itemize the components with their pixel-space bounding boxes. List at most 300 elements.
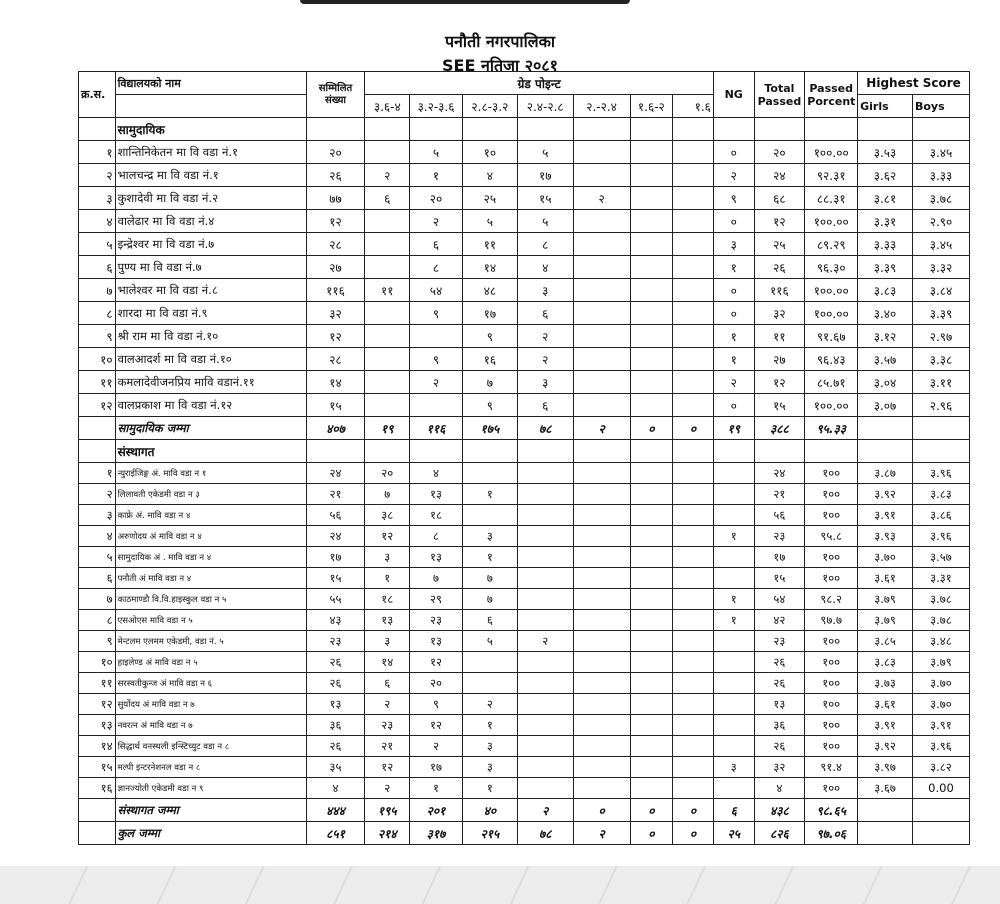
grade-count-g4: ३ bbox=[517, 371, 573, 394]
girls-highest: ३.९७ bbox=[858, 757, 913, 778]
girls-highest: ३.५३ bbox=[858, 141, 913, 164]
girls-highest: ३.१२ bbox=[858, 325, 913, 348]
appeared-count: २४ bbox=[306, 463, 365, 484]
school-header-blank bbox=[115, 95, 306, 118]
grade-count-g3: ६ bbox=[462, 610, 517, 631]
total-passed-header: Total Passed bbox=[754, 72, 805, 118]
grade-count-g3: ४८ bbox=[462, 279, 517, 302]
school-name: मेन्टलम एलमम एकेडमी, वडा नं. ५ bbox=[115, 631, 306, 652]
ng-count: ३ bbox=[713, 233, 754, 256]
grade-count-g2: ७ bbox=[410, 568, 463, 589]
empty-cell bbox=[673, 694, 714, 715]
empty-cell bbox=[306, 440, 365, 463]
girls-highest: ३.७९ bbox=[858, 589, 913, 610]
total-grade-g5: २ bbox=[573, 822, 630, 845]
ng-count bbox=[713, 568, 754, 589]
grade-count-g1: २ bbox=[365, 694, 410, 715]
empty-cell bbox=[858, 417, 913, 440]
table-row bbox=[79, 778, 970, 799]
grade-count-g4: ५ bbox=[517, 141, 573, 164]
boys-highest: २.९६ bbox=[912, 394, 969, 417]
empty-cell bbox=[673, 118, 714, 141]
grade-count-g3 bbox=[462, 505, 517, 526]
boys-highest: ३.९६ bbox=[912, 463, 969, 484]
empty-cell bbox=[573, 694, 630, 715]
appeared-count: २१ bbox=[306, 484, 365, 505]
grade-count-g3: १४ bbox=[462, 256, 517, 279]
grade-count-g4: ४ bbox=[517, 256, 573, 279]
grade-count-g1 bbox=[365, 256, 410, 279]
empty-cell bbox=[573, 673, 630, 694]
total-passed: ३६ bbox=[754, 715, 805, 736]
grade-count-g3: ३ bbox=[462, 736, 517, 757]
grade-count-g4 bbox=[517, 673, 573, 694]
grade-count-g4 bbox=[517, 463, 573, 484]
grade-count-g7 bbox=[673, 164, 714, 187]
total-passed: ८२६ bbox=[754, 822, 805, 845]
appeared-count: ३५ bbox=[306, 757, 365, 778]
girls-highest: ३.८३ bbox=[858, 279, 913, 302]
school-name: श्री राम मा वि वडा नं.१० bbox=[115, 325, 306, 348]
empty-cell bbox=[573, 118, 630, 141]
serial-number: ९ bbox=[79, 631, 116, 652]
table-row bbox=[79, 505, 970, 526]
ng-count bbox=[713, 463, 754, 484]
serial-number: ९ bbox=[79, 325, 116, 348]
empty-cell bbox=[517, 440, 573, 463]
table-row bbox=[79, 757, 970, 778]
grade-count-g2: १ bbox=[410, 778, 463, 799]
grade-count-g7 bbox=[673, 302, 714, 325]
total-ng: १९ bbox=[713, 417, 754, 440]
ng-count: ० bbox=[713, 141, 754, 164]
ng-count: १ bbox=[713, 325, 754, 348]
empty-cell bbox=[630, 589, 673, 610]
total-passed: २७ bbox=[754, 348, 805, 371]
grade-count-g6 bbox=[630, 210, 673, 233]
appeared-count: १२ bbox=[306, 325, 365, 348]
total-grade-g4: ७८ bbox=[517, 417, 573, 440]
total-grade-g1: १९५ bbox=[365, 799, 410, 822]
grade-count-g2: १३ bbox=[410, 631, 463, 652]
ng-count: ० bbox=[713, 210, 754, 233]
empty-cell bbox=[462, 118, 517, 141]
passed-percent: १०० bbox=[805, 484, 858, 505]
empty-cell bbox=[754, 440, 805, 463]
empty-cell bbox=[630, 505, 673, 526]
total-passed: ४ bbox=[754, 778, 805, 799]
appeared-count: २८ bbox=[306, 233, 365, 256]
appeared-count: २० bbox=[306, 141, 365, 164]
table-row bbox=[79, 694, 970, 715]
table-row bbox=[79, 141, 970, 164]
grade-count-g6 bbox=[630, 187, 673, 210]
empty-cell bbox=[858, 822, 913, 845]
girls-highest: ३.९१ bbox=[858, 715, 913, 736]
boys-highest: ३.९६ bbox=[912, 736, 969, 757]
passed-percent: ९७.७ bbox=[805, 610, 858, 631]
school-name: वालेढार मा वि वडा नं.४ bbox=[115, 210, 306, 233]
school-name: एसओएस मावि वडा न ५ bbox=[115, 610, 306, 631]
table-row bbox=[79, 736, 970, 757]
grade-count-g1: १३ bbox=[365, 610, 410, 631]
total-ng: ६ bbox=[713, 799, 754, 822]
range-header-5: २.-२.४ bbox=[573, 95, 630, 118]
grade-count-g1: ३ bbox=[365, 547, 410, 568]
ng-count: १ bbox=[713, 256, 754, 279]
empty-cell bbox=[630, 757, 673, 778]
grade-count-g5 bbox=[573, 325, 630, 348]
empty-cell bbox=[630, 778, 673, 799]
table-row bbox=[79, 673, 970, 694]
total-grade-g4: ७८ bbox=[517, 822, 573, 845]
total-passed: १२ bbox=[754, 210, 805, 233]
appeared-count: ११६ bbox=[306, 279, 365, 302]
ng-count: ० bbox=[713, 394, 754, 417]
boys-highest: ३.३२ bbox=[912, 256, 969, 279]
highest-score-header: Highest Score bbox=[858, 72, 970, 95]
girls-highest: ३.६१ bbox=[858, 568, 913, 589]
total-grade-g1: २१४ bbox=[365, 822, 410, 845]
empty-cell bbox=[673, 736, 714, 757]
grade-count-g4 bbox=[517, 757, 573, 778]
grade-count-g1: २ bbox=[365, 164, 410, 187]
grade-count-g3: ७ bbox=[462, 589, 517, 610]
table-row bbox=[79, 526, 970, 547]
school-name: सिद्धार्थ वनस्थली इन्स्टिच्युट वडा न ८ bbox=[115, 736, 306, 757]
range-header-2: ३.२-३.६ bbox=[410, 95, 463, 118]
school-name: ज्ञानज्योती एकेडमी वडा न ९ bbox=[115, 778, 306, 799]
total-passed: ३८८ bbox=[754, 417, 805, 440]
grade-count-g1 bbox=[365, 325, 410, 348]
school-name: मल्पी इन्टरनेशनल वडा न ८ bbox=[115, 757, 306, 778]
ng-count: ९ bbox=[713, 187, 754, 210]
empty-cell bbox=[673, 568, 714, 589]
grade-count-g5 bbox=[573, 371, 630, 394]
passed-percent: ८८.३१ bbox=[805, 187, 858, 210]
passed-percent: ९६.३० bbox=[805, 256, 858, 279]
grade-count-g1 bbox=[365, 348, 410, 371]
total-passed: ४३८ bbox=[754, 799, 805, 822]
total-passed: ३२ bbox=[754, 757, 805, 778]
grade-count-g1: १४ bbox=[365, 652, 410, 673]
ng-header: NG bbox=[713, 72, 754, 118]
grade-count-g3: ३ bbox=[462, 526, 517, 547]
school-name: सामुदायिक अं . मावि वडा न ४ bbox=[115, 547, 306, 568]
grade-count-g3: १७ bbox=[462, 302, 517, 325]
empty-cell bbox=[573, 631, 630, 652]
school-name: अरुणोदय अं मावि वडा न ४ bbox=[115, 526, 306, 547]
grade-count-g2: १२ bbox=[410, 715, 463, 736]
empty-cell bbox=[673, 757, 714, 778]
grade-count-g3 bbox=[462, 652, 517, 673]
empty-cell bbox=[630, 568, 673, 589]
grade-count-g6 bbox=[630, 256, 673, 279]
empty-cell bbox=[630, 484, 673, 505]
boys-highest: 0.00 bbox=[912, 778, 969, 799]
grade-count-g2: १३ bbox=[410, 484, 463, 505]
grade-count-g3: १ bbox=[462, 778, 517, 799]
empty-cell bbox=[673, 547, 714, 568]
girls-highest: ३.८५ bbox=[858, 631, 913, 652]
grade-count-g5 bbox=[573, 302, 630, 325]
school-name: काठमाण्डौ वि.वि.हाइस्कुल वडा न ५ bbox=[115, 589, 306, 610]
empty-cell bbox=[630, 547, 673, 568]
grade-count-g1: २० bbox=[365, 463, 410, 484]
school-name: पनौती अं मावि वडा न ४ bbox=[115, 568, 306, 589]
school-name: सुर्योदय अं मावि वडा न ७ bbox=[115, 694, 306, 715]
appeared-count: ३२ bbox=[306, 302, 365, 325]
boys-highest: २.९७ bbox=[912, 325, 969, 348]
table-row bbox=[79, 187, 970, 210]
appeared-count: २६ bbox=[306, 736, 365, 757]
ng-count bbox=[713, 547, 754, 568]
grade-count-g2: २० bbox=[410, 673, 463, 694]
empty-cell bbox=[630, 610, 673, 631]
range-header-4: २.४-२.८ bbox=[517, 95, 573, 118]
table-row bbox=[79, 715, 970, 736]
grade-count-g4: १७ bbox=[517, 164, 573, 187]
empty-cell bbox=[573, 652, 630, 673]
empty-cell bbox=[365, 118, 410, 141]
empty-cell bbox=[912, 417, 969, 440]
girls-highest: ३.६२ bbox=[858, 164, 913, 187]
grade-count-g4 bbox=[517, 652, 573, 673]
total-passed: २६ bbox=[754, 652, 805, 673]
empty-cell bbox=[410, 440, 463, 463]
community-total-row bbox=[79, 417, 970, 440]
grade-count-g6 bbox=[630, 302, 673, 325]
empty-cell bbox=[630, 736, 673, 757]
grade-count-g2 bbox=[410, 325, 463, 348]
girls-highest: ३.७३ bbox=[858, 673, 913, 694]
total-grade-g3: ४० bbox=[462, 799, 517, 822]
grade-count-g3: २ bbox=[462, 694, 517, 715]
ng-count: ३ bbox=[713, 757, 754, 778]
table-row bbox=[79, 568, 970, 589]
range-header-6: १.६-२ bbox=[630, 95, 673, 118]
grade-count-g1 bbox=[365, 394, 410, 417]
total-grade-g6: ० bbox=[630, 822, 673, 845]
boys-highest: ३.९६ bbox=[912, 526, 969, 547]
grade-count-g1: १ bbox=[365, 568, 410, 589]
boys-highest: ३.३१ bbox=[912, 568, 969, 589]
total-passed: ४२ bbox=[754, 610, 805, 631]
empty-cell bbox=[573, 463, 630, 484]
grade-count-g1 bbox=[365, 210, 410, 233]
ng-count: १ bbox=[713, 610, 754, 631]
serial-number: ५ bbox=[79, 547, 116, 568]
total-passed: ५६ bbox=[754, 505, 805, 526]
appeared-count: २८ bbox=[306, 348, 365, 371]
grade-count-g3: १० bbox=[462, 141, 517, 164]
total-label: सामुदायिक जम्मा bbox=[115, 417, 306, 440]
table-row bbox=[79, 233, 970, 256]
ng-count: २ bbox=[713, 164, 754, 187]
appeared-count: २३ bbox=[306, 631, 365, 652]
school-name: सरस्वतीकुन्ज अं मावि वडा न ६ bbox=[115, 673, 306, 694]
total-percent: ९७.०६ bbox=[805, 822, 858, 845]
grade-point-header: ग्रेड पोइन्ट bbox=[365, 72, 713, 95]
table-row bbox=[79, 302, 970, 325]
empty-cell bbox=[573, 715, 630, 736]
empty-cell bbox=[573, 757, 630, 778]
see-result-table bbox=[78, 71, 970, 845]
grade-count-g6 bbox=[630, 164, 673, 187]
total-grade-g7: ० bbox=[673, 417, 714, 440]
range-header-1: ३.६-४ bbox=[365, 95, 410, 118]
grade-count-g1 bbox=[365, 233, 410, 256]
empty-cell bbox=[673, 673, 714, 694]
total-grade-g7: ० bbox=[673, 799, 714, 822]
empty-cell bbox=[573, 589, 630, 610]
boys-header: Boys bbox=[912, 95, 969, 118]
grade-count-g1: २ bbox=[365, 778, 410, 799]
grade-count-g3 bbox=[462, 463, 517, 484]
passed-percent: ९८.२ bbox=[805, 589, 858, 610]
serial-number: २ bbox=[79, 164, 116, 187]
boys-highest: ३.४५ bbox=[912, 233, 969, 256]
empty-cell bbox=[79, 799, 116, 822]
empty-cell bbox=[573, 568, 630, 589]
grade-count-g4 bbox=[517, 589, 573, 610]
grade-count-g1 bbox=[365, 302, 410, 325]
grade-count-g4 bbox=[517, 694, 573, 715]
total-ng: २५ bbox=[713, 822, 754, 845]
grade-count-g7 bbox=[673, 141, 714, 164]
girls-highest: ३.८७ bbox=[858, 463, 913, 484]
section-label: सामुदायिक bbox=[115, 118, 306, 141]
appeared-count: २४ bbox=[306, 526, 365, 547]
passed-percent-header: Passed Porcent bbox=[805, 72, 858, 118]
grade-count-g1 bbox=[365, 371, 410, 394]
serial-number: १२ bbox=[79, 394, 116, 417]
appeared-count: ५६ bbox=[306, 505, 365, 526]
total-passed: ६८ bbox=[754, 187, 805, 210]
passed-percent: ९१.४ bbox=[805, 757, 858, 778]
grade-count-g2: ८ bbox=[410, 526, 463, 547]
school-name: पुण्य मा वि वडा नं.७ bbox=[115, 256, 306, 279]
serial-number: ३ bbox=[79, 505, 116, 526]
passed-percent: १००.०० bbox=[805, 141, 858, 164]
girls-highest: ३.६१ bbox=[858, 694, 913, 715]
grade-count-g1: १२ bbox=[365, 757, 410, 778]
boys-highest: ३.७८ bbox=[912, 187, 969, 210]
total-grade-g2: ३१७ bbox=[410, 822, 463, 845]
grade-count-g2: १८ bbox=[410, 505, 463, 526]
grade-count-g5 bbox=[573, 348, 630, 371]
total-passed: ११६ bbox=[754, 279, 805, 302]
grade-count-g1: २३ bbox=[365, 715, 410, 736]
empty-cell bbox=[573, 547, 630, 568]
empty-cell bbox=[573, 484, 630, 505]
header-row-1 bbox=[79, 72, 970, 95]
boys-highest: ३.११ bbox=[912, 371, 969, 394]
empty-cell bbox=[630, 118, 673, 141]
total-passed: १२ bbox=[754, 371, 805, 394]
serial-number: ११ bbox=[79, 371, 116, 394]
passed-percent: ८५.७१ bbox=[805, 371, 858, 394]
grade-count-g7 bbox=[673, 325, 714, 348]
grade-count-g3 bbox=[462, 673, 517, 694]
boys-highest: ३.७८ bbox=[912, 610, 969, 631]
boys-highest: ३.८४ bbox=[912, 279, 969, 302]
passed-percent: १०० bbox=[805, 505, 858, 526]
grade-count-g1: ७ bbox=[365, 484, 410, 505]
school-name: शान्तिनिकेतन मा वि वडा नं.१ bbox=[115, 141, 306, 164]
empty-cell bbox=[673, 652, 714, 673]
grade-count-g6 bbox=[630, 371, 673, 394]
girls-highest: ३.९३ bbox=[858, 526, 913, 547]
grade-count-g7 bbox=[673, 233, 714, 256]
appeared-count: ४ bbox=[306, 778, 365, 799]
table-row bbox=[79, 325, 970, 348]
grade-count-g1: ३८ bbox=[365, 505, 410, 526]
table-row bbox=[79, 371, 970, 394]
grade-count-g2: १ bbox=[410, 164, 463, 187]
grade-count-g2: ४ bbox=[410, 463, 463, 484]
grade-count-g3: २५ bbox=[462, 187, 517, 210]
ng-count: १ bbox=[713, 526, 754, 547]
section-institutional bbox=[79, 440, 970, 463]
table-row bbox=[79, 394, 970, 417]
grade-count-g1: १८ bbox=[365, 589, 410, 610]
grade-count-g4: २ bbox=[517, 348, 573, 371]
empty-cell bbox=[858, 118, 913, 141]
empty-cell bbox=[573, 526, 630, 547]
ng-count bbox=[713, 778, 754, 799]
empty-cell bbox=[673, 440, 714, 463]
school-name: इन्द्रेश्वर मा वि वडा नं.७ bbox=[115, 233, 306, 256]
grade-count-g5 bbox=[573, 210, 630, 233]
total-passed: २६ bbox=[754, 673, 805, 694]
grade-count-g3: ४ bbox=[462, 164, 517, 187]
serial-number: १४ bbox=[79, 736, 116, 757]
grade-count-g7 bbox=[673, 210, 714, 233]
girls-highest: ३.०७ bbox=[858, 394, 913, 417]
ng-count bbox=[713, 715, 754, 736]
total-label: कुल जम्मा bbox=[115, 822, 306, 845]
school-name: न्युराईजिङ्ग अं. मावि वडा न १ bbox=[115, 463, 306, 484]
grade-count-g2: ९ bbox=[410, 348, 463, 371]
girls-highest: ३.९१ bbox=[858, 505, 913, 526]
table-row bbox=[79, 256, 970, 279]
appeared-count: २७ bbox=[306, 256, 365, 279]
grade-count-g4 bbox=[517, 778, 573, 799]
ng-count: १ bbox=[713, 348, 754, 371]
grade-count-g4 bbox=[517, 610, 573, 631]
grade-count-g5 bbox=[573, 394, 630, 417]
ng-count bbox=[713, 631, 754, 652]
grade-count-g5: २ bbox=[573, 187, 630, 210]
grade-count-g2: ९ bbox=[410, 694, 463, 715]
total-passed: २४ bbox=[754, 164, 805, 187]
serial-number: ४ bbox=[79, 210, 116, 233]
grade-count-g6 bbox=[630, 348, 673, 371]
boys-highest: ३.४८ bbox=[912, 631, 969, 652]
grade-count-g3: १६ bbox=[462, 348, 517, 371]
boys-highest: ३.७८ bbox=[912, 589, 969, 610]
empty-cell bbox=[573, 440, 630, 463]
grand-total-row bbox=[79, 822, 970, 845]
grade-count-g7 bbox=[673, 187, 714, 210]
institutional-total-row bbox=[79, 799, 970, 822]
ng-count bbox=[713, 505, 754, 526]
empty-cell bbox=[754, 118, 805, 141]
grade-count-g1 bbox=[365, 141, 410, 164]
appeared-count: १३ bbox=[306, 694, 365, 715]
passed-percent: १०० bbox=[805, 715, 858, 736]
